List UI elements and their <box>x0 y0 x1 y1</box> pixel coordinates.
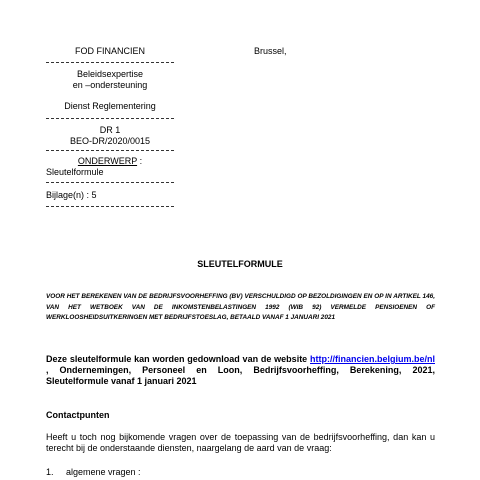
reference-block <box>46 125 174 147</box>
subject-colon: : <box>137 156 143 166</box>
division-line-1: Beleidsexpertise <box>76 69 144 79</box>
subject-value: Sleutelformule <box>46 167 104 177</box>
download-path: , Ondernemingen, Personeel en Loon, Bedrijfsvoorheffing, Berekening, 2021, Sleutelformule vanaf 1 januari 2021 <box>46 365 435 386</box>
download-paragraph <box>46 354 435 387</box>
contact-heading: Contactpunten <box>46 410 110 420</box>
document-title: SLEUTELFORMULE <box>197 259 283 269</box>
service-name: Dienst Reglementering <box>64 101 156 111</box>
divider <box>46 62 174 63</box>
division-line-2: en –ondersteuning <box>72 80 148 90</box>
list-item-text: algemene vragen : <box>66 467 141 477</box>
reference-line-2: BEO-DR/2020/0015 <box>69 136 151 146</box>
divider <box>46 150 174 151</box>
divider <box>46 206 174 207</box>
attachments-count: Bijlage(n) : 5 <box>46 190 97 200</box>
subject-label: ONDERWERP <box>77 156 138 166</box>
contact-paragraph: Heeft u toch nog bijkomende vragen over de toepassing van de bedrijfsvoorheffing, dan kan u terecht bij de onderstaande diensten, naargelang de aard van de vraag: <box>46 432 435 453</box>
list-item-number: 1. <box>46 467 54 477</box>
division-block <box>46 69 174 91</box>
org-name: FOD FINANCIEN <box>74 46 145 56</box>
place-date: Brussel, <box>254 46 287 56</box>
document-subtitle: VOOR HET BEREKENEN VAN DE BEDRIJFSVOORHEFFING (BV) VERSCHULDIGD OP BEZOLDIGINGEN EN OP IN ARTIKEL 146, VAN HET WETBOEK VAN DE INKOMSTENBELASTINGEN 1992 (WIB 92) VERMELDE PENSIOENEN OF WERKLOOSHEIDSUITKERINGEN MET BEDRIJFSTOESLAG, BETAALD VANAF 1 JANUARI 2021 <box>46 293 435 321</box>
divider <box>46 182 174 183</box>
website-link[interactable]: http://financien.belgium.be/nl <box>310 354 435 364</box>
divider <box>46 118 174 119</box>
reference-line-1: DR 1 <box>99 125 121 135</box>
download-intro: Deze sleutelformule kan worden gedownload van de website <box>46 354 310 364</box>
subject-block <box>46 156 174 178</box>
